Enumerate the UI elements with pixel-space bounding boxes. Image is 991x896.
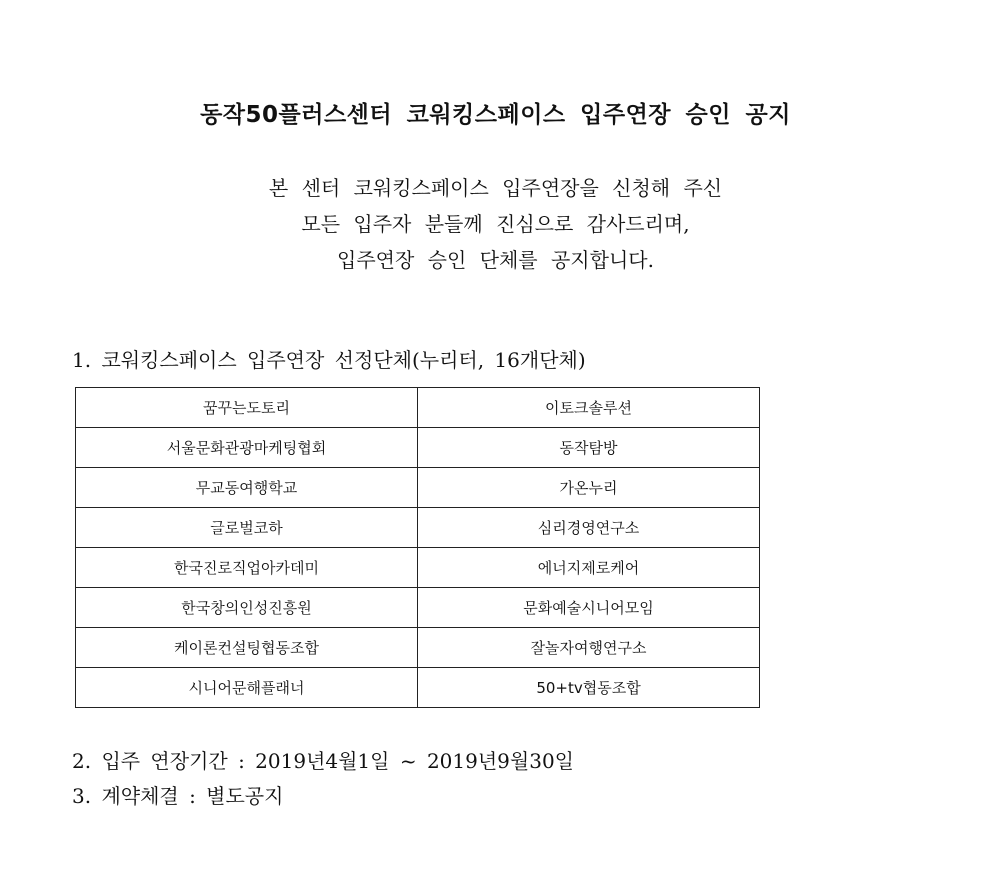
section-1-heading: 1. 코워킹스페이스 입주연장 선정단체(누리터, 16개단체): [72, 348, 586, 372]
table-row: [76, 388, 760, 428]
table-row: [76, 548, 760, 588]
organization-cell: 케이론컨설팅협동조합: [76, 628, 418, 668]
organization-cell: 에너지제로케어: [418, 548, 760, 588]
organization-cell: 심리경영연구소: [418, 508, 760, 548]
intro-line: 입주연장 승인 단체를 공지합니다.: [337, 248, 654, 272]
organization-cell: 동작탐방: [418, 428, 760, 468]
organization-cell: 가온누리: [418, 468, 760, 508]
intro-line: 모든 입주자 분들께 진심으로 감사드리며,: [301, 212, 690, 236]
table-row: [76, 588, 760, 628]
table-row: [76, 508, 760, 548]
organization-cell: 한국창의인성진흥원: [76, 588, 418, 628]
intro-line: 본 센터 코워킹스페이스 입주연장을 신청해 주신: [268, 176, 723, 200]
organization-cell: 꿈꾸는도토리: [76, 388, 418, 428]
table-row: [76, 468, 760, 508]
organization-cell: 서울문화관광마케팅협회: [76, 428, 418, 468]
organization-cell: 잘놀자여행연구소: [418, 628, 760, 668]
organizations-table: [75, 387, 760, 708]
table-row: [76, 668, 760, 708]
organization-cell: 한국진로직업아카데미: [76, 548, 418, 588]
table-row: [76, 628, 760, 668]
notice-title: 동작50플러스센터 코워킹스페이스 입주연장 승인 공지: [200, 102, 791, 128]
section-2-extension-period: 2. 입주 연장기간 : 2019년4월1일 ~ 2019년9월30일: [72, 749, 574, 773]
organization-cell: 시니어문해플래너: [76, 668, 418, 708]
section-3-contract: 3. 계약체결 : 별도공지: [72, 784, 284, 808]
organization-cell: 50+tv협동조합: [418, 668, 760, 708]
organization-cell: 문화예술시니어모임: [418, 588, 760, 628]
organization-cell: 이토크솔루션: [418, 388, 760, 428]
organization-cell: 글로벌코하: [76, 508, 418, 548]
organization-cell: 무교동여행학교: [76, 468, 418, 508]
intro-paragraph: [0, 170, 991, 278]
table-row: [76, 428, 760, 468]
